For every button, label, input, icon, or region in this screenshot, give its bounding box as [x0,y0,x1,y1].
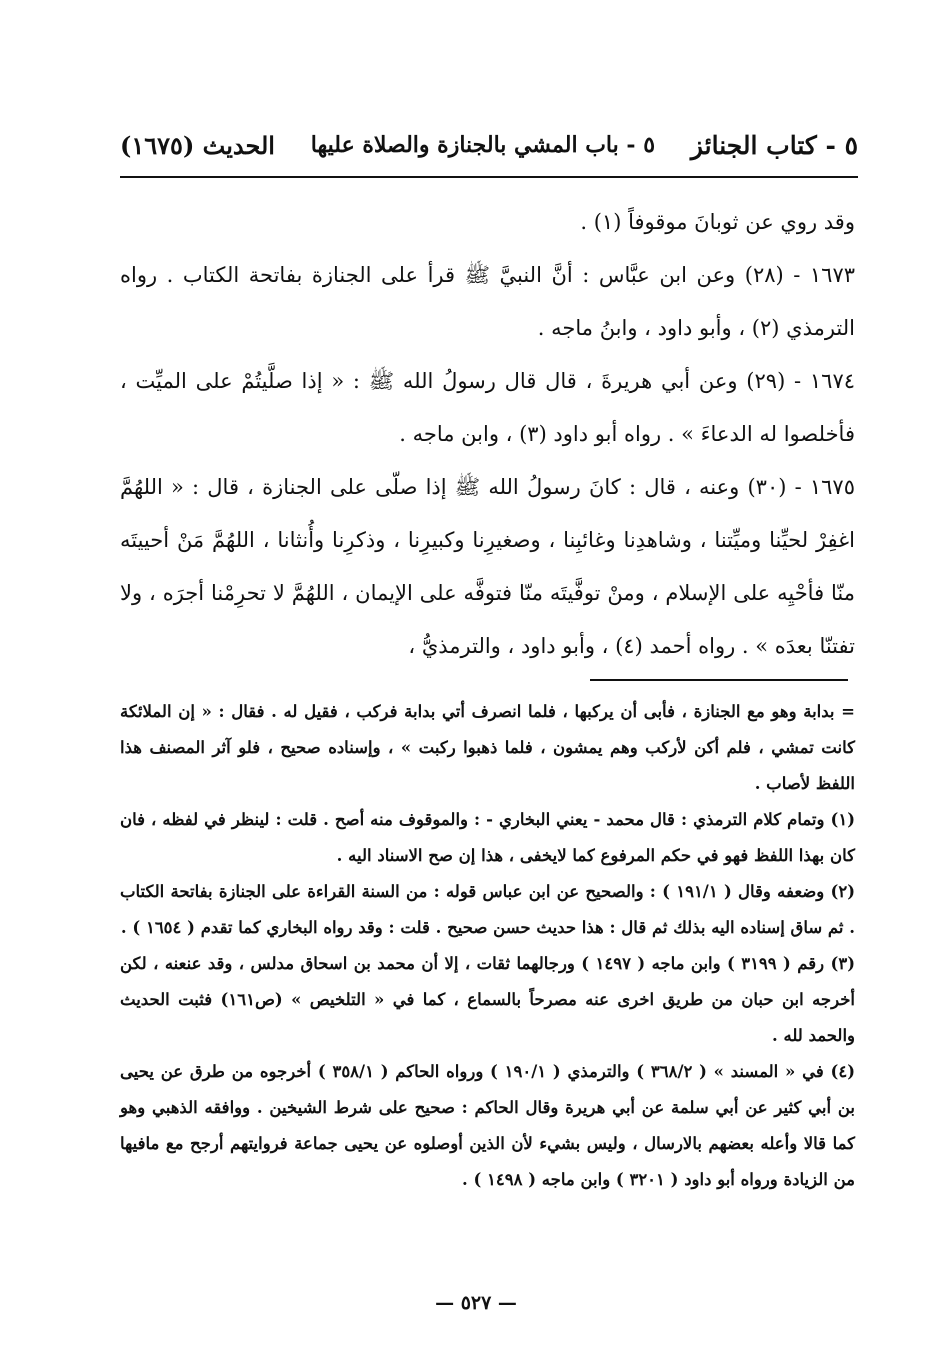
header-rule [120,176,858,178]
chapter-title: ٥ - كتاب الجنائز [690,130,858,160]
footnote-4: (٤) في « المسند » ( ٣٦٨/٢ ) والترمذي ( ١٩٠/١ ) ورواه الحاكم ( ٣٥٨/١ ) أخرجوه من طرق عن يحيى بن أبي كثير عن أبي سلمة عن أبي هريرة وقال الحاكم : صحيح على شرط الشيخين . ووافقه الذهبي وهو كما قالا وأعله بعضهم بالارسال ، وليس بشيء لأن الذين أوصلوه عن يحيى جماعة فروايتهم أرجح مع مافيها من الزيادة ورواه أبو داود ( ٣٢٠١ ) وابن ماجه ( ١٤٩٨ ) . [120,1062,855,1189]
footnotes [120,694,855,1198]
hadith-1673: ١٦٧٣ - (٢٨) وعن ابن عبَّاس : أنَّ النبيَّ ﷺ قرأ على الجنازة بفاتحة الكتاب . رواه الترمذي (٢) ، وأبو داود ، وابنُ ماجه . [120,263,856,340]
section-title: ٥ - باب المشي بالجنازة والصلاة عليها [310,132,656,158]
footnote-separator [590,679,848,681]
running-header [120,118,858,172]
page-number: — ٥٢٧ — [435,1292,517,1314]
footnote-3: (٣) رقم ( ٣١٩٩ ) وابن ماجه ( ١٤٩٧ ) ورجالهما ثقات ، إلا أن محمد بن اسحاق مدلس ، وقد عنعنه ، لكن أخرجه ابن حبان من طريق اخرى عنه مصرحاً بالسماع ، كما في « التلخيص » (ص١٦١) فثبت الحديث والحمد لله . [120,954,856,1045]
hadith-1675: ١٦٧٥ - (٣٠) وعنه ، قال : كانَ رسولُ الله ﷺ إذا صلّى على الجنازة ، قال : « اللهُمَّ اغفِرْ لحيِّنا وميِّتنا ، وشاهدِنا وغائبِنا ، وصغيرِنا وكبيرِنا ، وذكرِنا وأُنثانا ، اللهُمَّ مَنْ أحييتَه منّا فأحْيِه على الإسلام ، ومنْ توفَّيتَه منّا فتوفَّه على الإيمان ، اللهُمَّ لا تحرِمْنا أجرَه ، ولا تفتنّا بعدَه » . رواه أحمد (٤) ، وأبو داود ، والترمذيُّ ، [120,475,855,658]
footnote-2: (٢) وضعفه وقال ( ١٩١/١ ) : والصحيح عن ابن عباس قوله : من السنة القراءة على الجنازة بفاتحة الكتاب . ثم ساق إسناده اليه بذلك ثم قال : هذا حديث حسن صحيح . قلت : وقد رواه البخاري كما تقدم ( ١٦٥٤ ) . [120,882,856,937]
body-paragraph: وقد روي عن ثوبانَ موقوفاً (١) . [580,210,855,234]
footnote-continuation: = بدابة وهو مع الجنازة ، فأبى أن يركبها ، فلما انصرف أتي بدابة فركب ، فقيل له . فقال : « إن الملائكة كانت تمشي ، فلم أكن لأركب وهم يمشون ، فلما ذهبوا ركبت » ، وإسناده صحيح ، فلو آثر المصنف هذا اللفظ لأصاب . [120,702,855,793]
hadith-1674: ١٦٧٤ - (٢٩) وعن أبي هريرةَ ، قال قال رسولُ الله ﷺ : « إذا صلَّيتُمْ على الميِّت ، فأخلصوا له الدعاءَ » . رواه أبو داود (٣) ، وابن ماجه . [120,369,856,446]
main-text [120,196,855,673]
footnote-1: (١) وتمام كلام الترمذي : قال محمد - يعني البخاري - : والموقوف منه أصح . قلت : لينظر في لفظه ، فان كان بهذا اللفظ فهو في حكم المرفوع كما لايخفى ، هذا إن صح الاسناد اليه . [120,810,855,865]
hadith-reference: الحديث (١٦٧٥) [120,130,275,160]
